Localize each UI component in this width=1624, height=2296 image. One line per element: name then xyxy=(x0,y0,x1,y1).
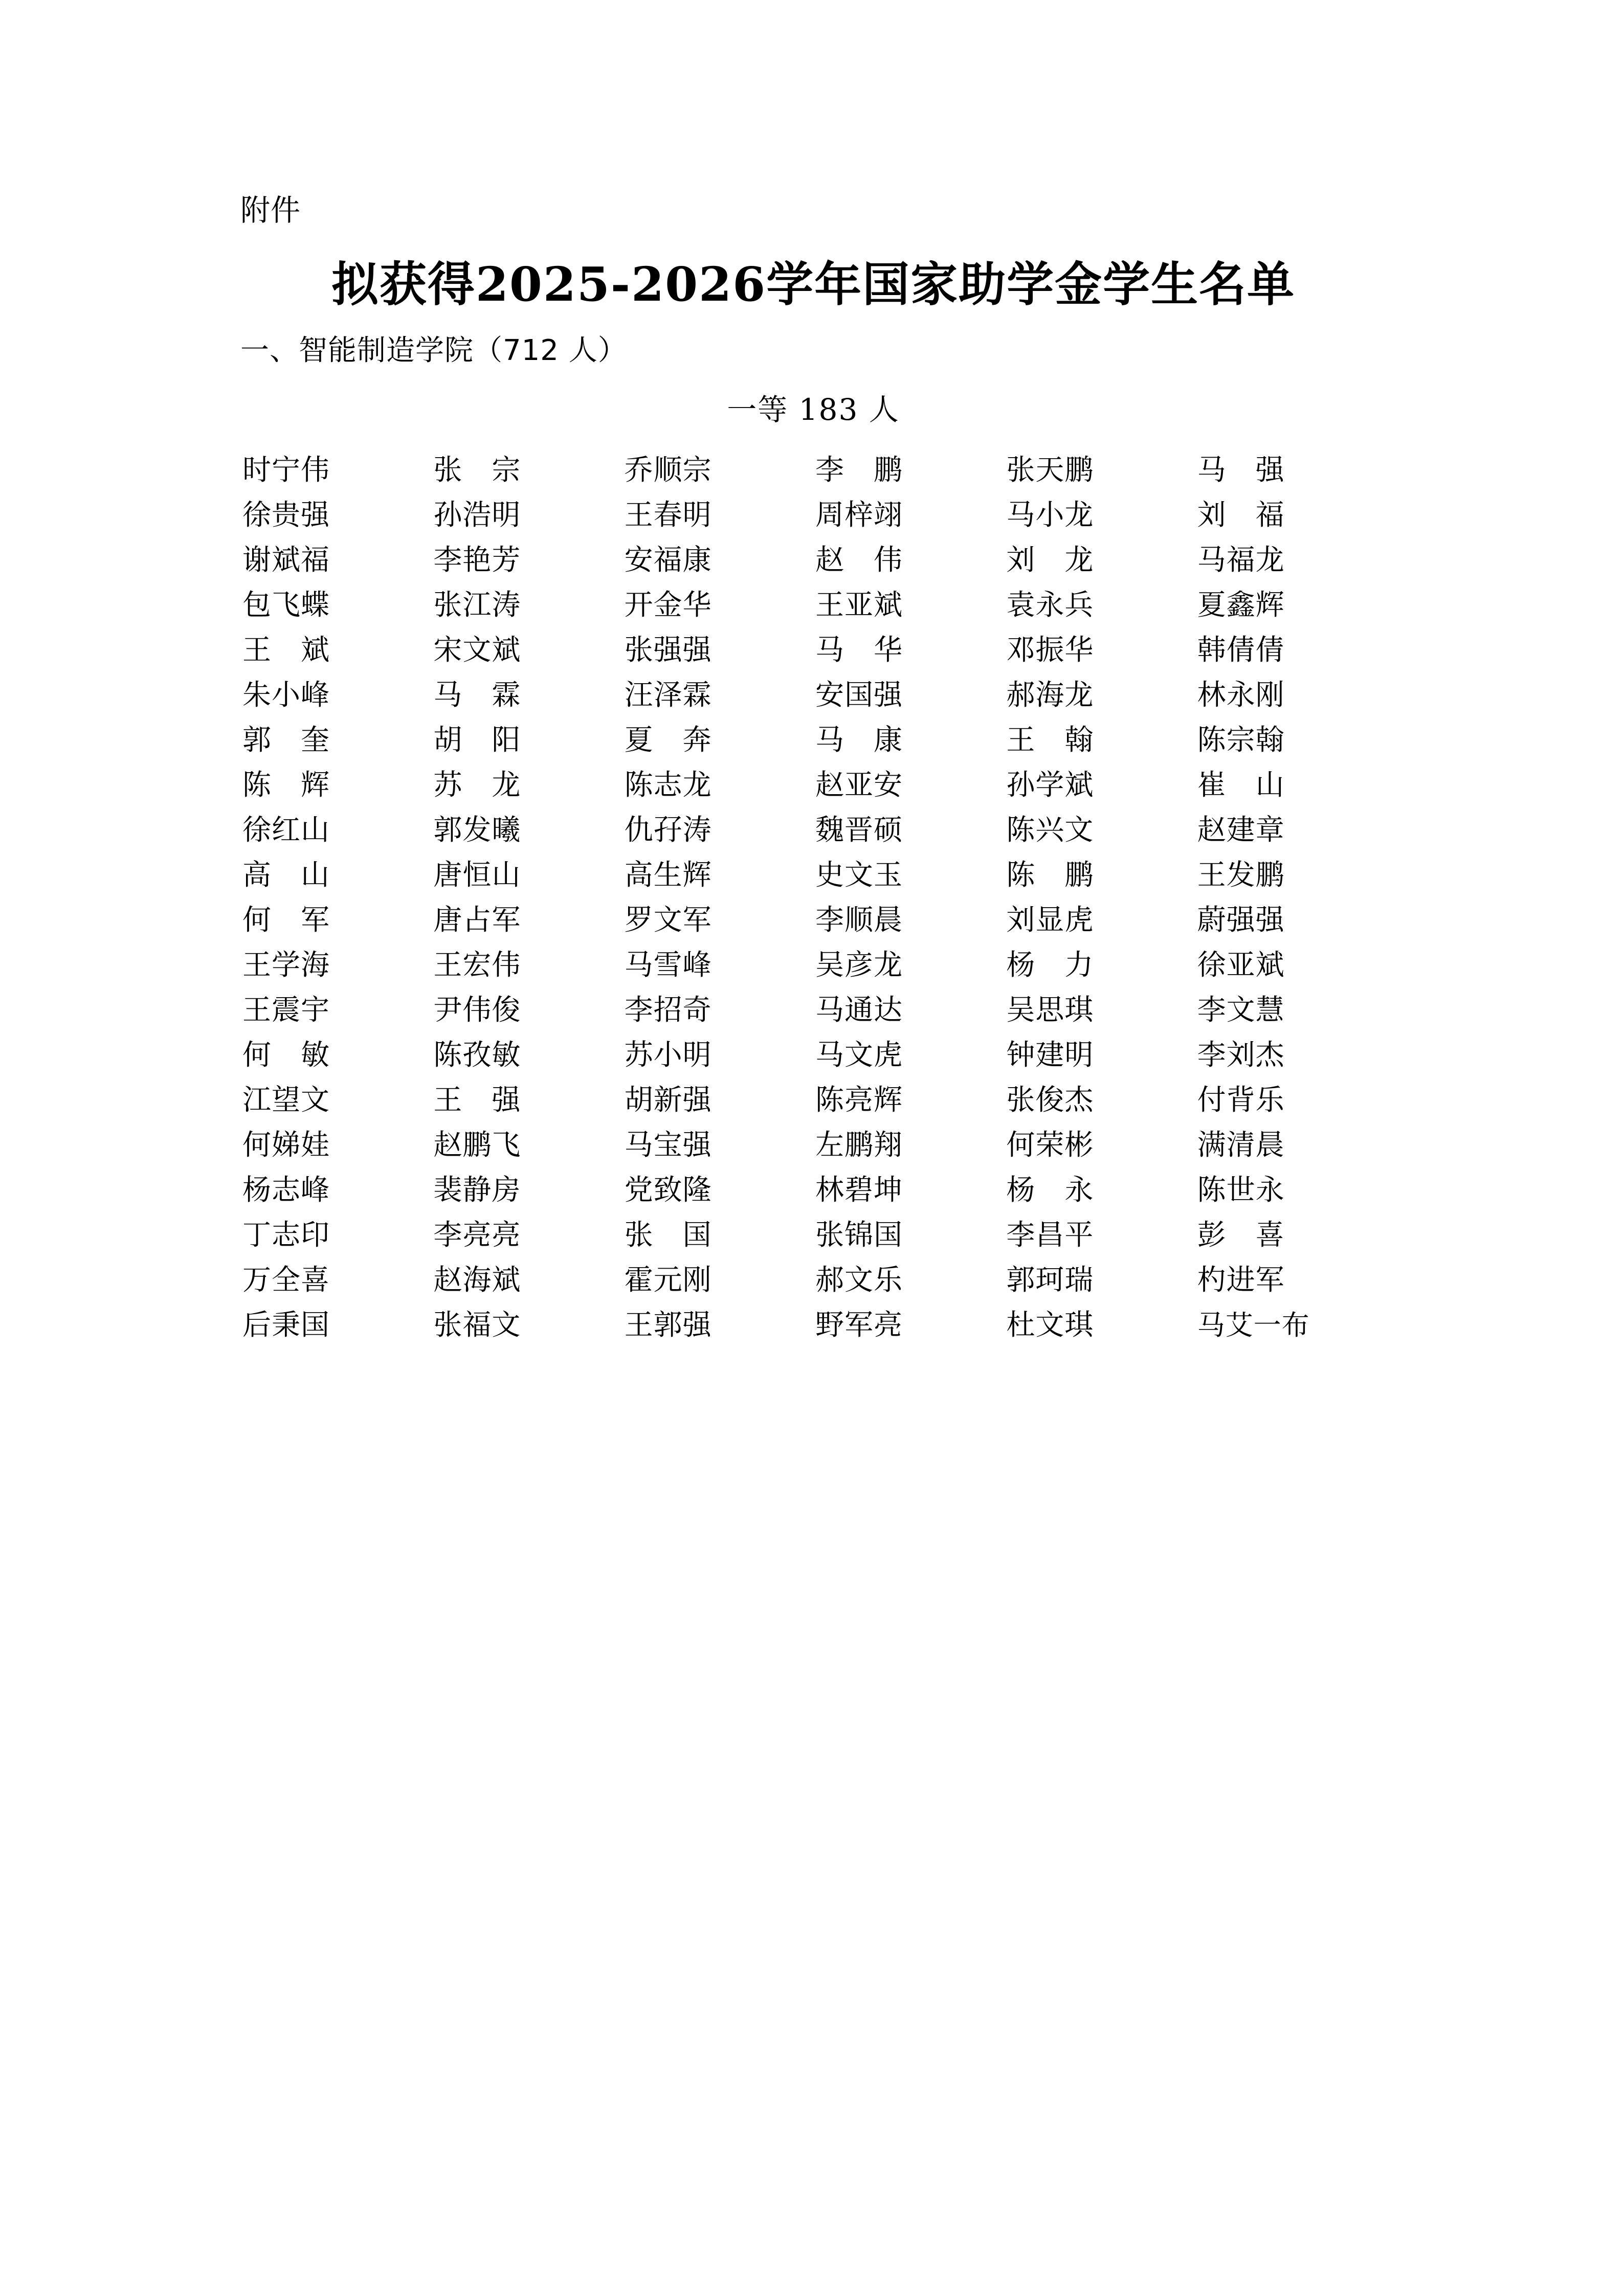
student-name-cell: 仇孖涛 xyxy=(624,814,712,847)
student-name-cell: 马雪峰 xyxy=(624,949,712,982)
student-name-cell: 赵 伟 xyxy=(815,544,903,577)
student-name-cell: 王亚斌 xyxy=(815,589,903,622)
student-name-cell: 李刘杰 xyxy=(1197,1039,1285,1072)
student-name-cell: 包飞蝶 xyxy=(242,589,330,622)
student-name-cell: 张福文 xyxy=(433,1309,521,1342)
student-name-cell: 唐恒山 xyxy=(433,859,521,892)
student-name-cell: 夏 奔 xyxy=(624,724,712,757)
student-name-cell: 马 华 xyxy=(815,634,903,667)
student-name-cell: 马小龙 xyxy=(1006,499,1094,532)
student-name-cell: 安国强 xyxy=(815,679,903,712)
student-name-cell: 杨 力 xyxy=(1006,949,1094,982)
student-name-cell: 王郭强 xyxy=(624,1309,712,1342)
student-name-cell: 王宏伟 xyxy=(433,949,521,982)
student-name-cell: 丁志印 xyxy=(242,1219,330,1252)
student-name-cell: 杨 永 xyxy=(1006,1174,1094,1207)
student-name-cell: 张 宗 xyxy=(433,454,521,487)
student-name-cell: 陈兴文 xyxy=(1006,814,1094,847)
student-name-grid xyxy=(240,448,1386,1348)
student-name-cell: 马艾一布 xyxy=(1197,1309,1310,1342)
student-name-cell: 汪泽霖 xyxy=(624,679,712,712)
student-name-cell: 郭发曦 xyxy=(433,814,521,847)
student-name-cell: 赵海斌 xyxy=(433,1264,521,1297)
student-name-cell: 后秉国 xyxy=(242,1309,330,1342)
student-name-cell: 陈宗翰 xyxy=(1197,724,1285,757)
student-name-cell: 郭 奎 xyxy=(242,724,330,757)
student-name-cell: 马福龙 xyxy=(1197,544,1285,577)
student-name-cell: 陈志龙 xyxy=(624,769,712,802)
student-name-cell: 林永刚 xyxy=(1197,679,1285,712)
student-name-cell: 陈 辉 xyxy=(242,769,330,802)
student-name-cell: 谢斌福 xyxy=(242,544,330,577)
student-name-cell: 郭珂瑞 xyxy=(1006,1264,1094,1297)
student-name-cell: 吴彦龙 xyxy=(815,949,903,982)
student-name-cell: 江望文 xyxy=(242,1084,330,1117)
subsection-heading: 一等 183 人 xyxy=(727,392,900,427)
student-name-cell: 张锦国 xyxy=(815,1219,903,1252)
student-name-cell: 郝文乐 xyxy=(815,1264,903,1297)
student-name-cell: 杨志峰 xyxy=(242,1174,330,1207)
student-name-cell: 邓振华 xyxy=(1006,634,1094,667)
student-name-cell: 张 国 xyxy=(624,1219,712,1252)
student-name-cell: 赵鹏飞 xyxy=(433,1129,521,1162)
student-name-cell: 宋文斌 xyxy=(433,634,521,667)
student-name-cell: 马 霖 xyxy=(433,679,521,712)
student-name-cell: 乔顺宗 xyxy=(624,454,712,487)
student-name-cell: 李顺晨 xyxy=(815,904,903,937)
student-name-cell: 徐贵强 xyxy=(242,499,330,532)
student-name-cell: 朱小峰 xyxy=(242,679,330,712)
student-name-cell: 周梓翊 xyxy=(815,499,903,532)
student-name-cell: 彭 喜 xyxy=(1197,1219,1285,1252)
student-name-cell: 满清晨 xyxy=(1197,1129,1285,1162)
student-name-cell: 杓进军 xyxy=(1197,1264,1285,1297)
document-content xyxy=(240,194,1386,1348)
student-name-cell: 万全喜 xyxy=(242,1264,330,1297)
student-name-cell: 孙学斌 xyxy=(1006,769,1094,802)
student-name-cell: 吴思琪 xyxy=(1006,994,1094,1027)
student-name-cell: 徐红山 xyxy=(242,814,330,847)
page-title: 拟获得2025-2026学年国家助学金学生名单 xyxy=(331,256,1296,312)
student-name-cell: 王发鹏 xyxy=(1197,859,1285,892)
student-name-cell: 魏晋硕 xyxy=(815,814,903,847)
student-name-cell: 苏小明 xyxy=(624,1039,712,1072)
student-name-cell: 钟建明 xyxy=(1006,1039,1094,1072)
student-name-cell: 张江涛 xyxy=(433,589,521,622)
student-name-cell: 张强强 xyxy=(624,634,712,667)
student-name-cell: 何 敏 xyxy=(242,1039,330,1072)
student-name-cell: 王春明 xyxy=(624,499,712,532)
student-name-cell: 胡 阳 xyxy=(433,724,521,757)
student-name-cell: 史文玉 xyxy=(815,859,903,892)
student-name-cell: 李亮亮 xyxy=(433,1219,521,1252)
student-name-cell: 付背乐 xyxy=(1197,1084,1285,1117)
student-name-cell: 罗文军 xyxy=(624,904,712,937)
student-name-cell: 王 翰 xyxy=(1006,724,1094,757)
student-name-cell: 林碧坤 xyxy=(815,1174,903,1207)
student-name-cell: 马 强 xyxy=(1197,454,1285,487)
student-name-cell: 杜文琪 xyxy=(1006,1309,1094,1342)
student-name-cell: 王 强 xyxy=(433,1084,521,1117)
student-name-cell: 开金华 xyxy=(624,589,712,622)
student-name-cell: 孙浩明 xyxy=(433,499,521,532)
student-name-cell: 高 山 xyxy=(242,859,330,892)
student-name-cell: 刘显虎 xyxy=(1006,904,1094,937)
student-name-cell: 尹伟俊 xyxy=(433,994,521,1027)
student-name-cell: 李 鹏 xyxy=(815,454,903,487)
student-name-cell: 崔 山 xyxy=(1197,769,1285,802)
student-name-cell: 赵亚安 xyxy=(815,769,903,802)
student-name-cell: 何娣娃 xyxy=(242,1129,330,1162)
student-name-cell: 马 康 xyxy=(815,724,903,757)
student-name-cell: 陈孜敏 xyxy=(433,1039,521,1072)
student-name-cell: 裴静房 xyxy=(433,1174,521,1207)
student-name-cell: 刘 福 xyxy=(1197,499,1285,532)
student-name-cell: 党致隆 xyxy=(624,1174,712,1207)
student-name-cell: 王学海 xyxy=(242,949,330,982)
student-name-cell: 刘 龙 xyxy=(1006,544,1094,577)
student-name-cell: 安福康 xyxy=(624,544,712,577)
student-name-cell: 夏鑫辉 xyxy=(1197,589,1285,622)
student-name-cell: 时宁伟 xyxy=(242,454,330,487)
student-name-cell: 高生辉 xyxy=(624,859,712,892)
student-name-cell: 王震宇 xyxy=(242,994,330,1027)
student-name-cell: 李招奇 xyxy=(624,994,712,1027)
student-name-cell: 李艳芳 xyxy=(433,544,521,577)
student-name-cell: 马文虎 xyxy=(815,1039,903,1072)
student-name-cell: 袁永兵 xyxy=(1006,589,1094,622)
student-name-cell: 徐亚斌 xyxy=(1197,949,1285,982)
student-name-cell: 张天鹏 xyxy=(1006,454,1094,487)
student-name-cell: 马宝强 xyxy=(624,1129,712,1162)
student-name-cell: 马通达 xyxy=(815,994,903,1027)
student-name-cell: 胡新强 xyxy=(624,1084,712,1117)
student-name-cell: 李文慧 xyxy=(1197,994,1285,1027)
student-name-cell: 何荣彬 xyxy=(1006,1129,1094,1162)
attachment-label: 附件 xyxy=(240,193,301,228)
student-name-cell: 何 军 xyxy=(242,904,330,937)
student-name-cell: 苏 龙 xyxy=(433,769,521,802)
student-name-cell: 韩倩倩 xyxy=(1197,634,1285,667)
student-name-cell: 郝海龙 xyxy=(1006,679,1094,712)
student-name-cell: 左鹏翔 xyxy=(815,1129,903,1162)
student-name-cell: 张俊杰 xyxy=(1006,1084,1094,1117)
student-name-cell: 唐占军 xyxy=(433,904,521,937)
student-name-cell: 陈世永 xyxy=(1197,1174,1285,1207)
student-name-cell: 王 斌 xyxy=(242,634,330,667)
student-name-cell: 蔚强强 xyxy=(1197,904,1285,937)
student-name-cell: 野军亮 xyxy=(815,1309,903,1342)
student-name-cell: 霍元刚 xyxy=(624,1264,712,1297)
student-name-cell: 陈 鹏 xyxy=(1006,859,1094,892)
student-name-cell: 李昌平 xyxy=(1006,1219,1094,1252)
student-name-cell: 赵建章 xyxy=(1197,814,1285,847)
student-name-cell: 陈亮辉 xyxy=(815,1084,903,1117)
section-heading: 一、智能制造学院（712 人） xyxy=(240,333,627,367)
